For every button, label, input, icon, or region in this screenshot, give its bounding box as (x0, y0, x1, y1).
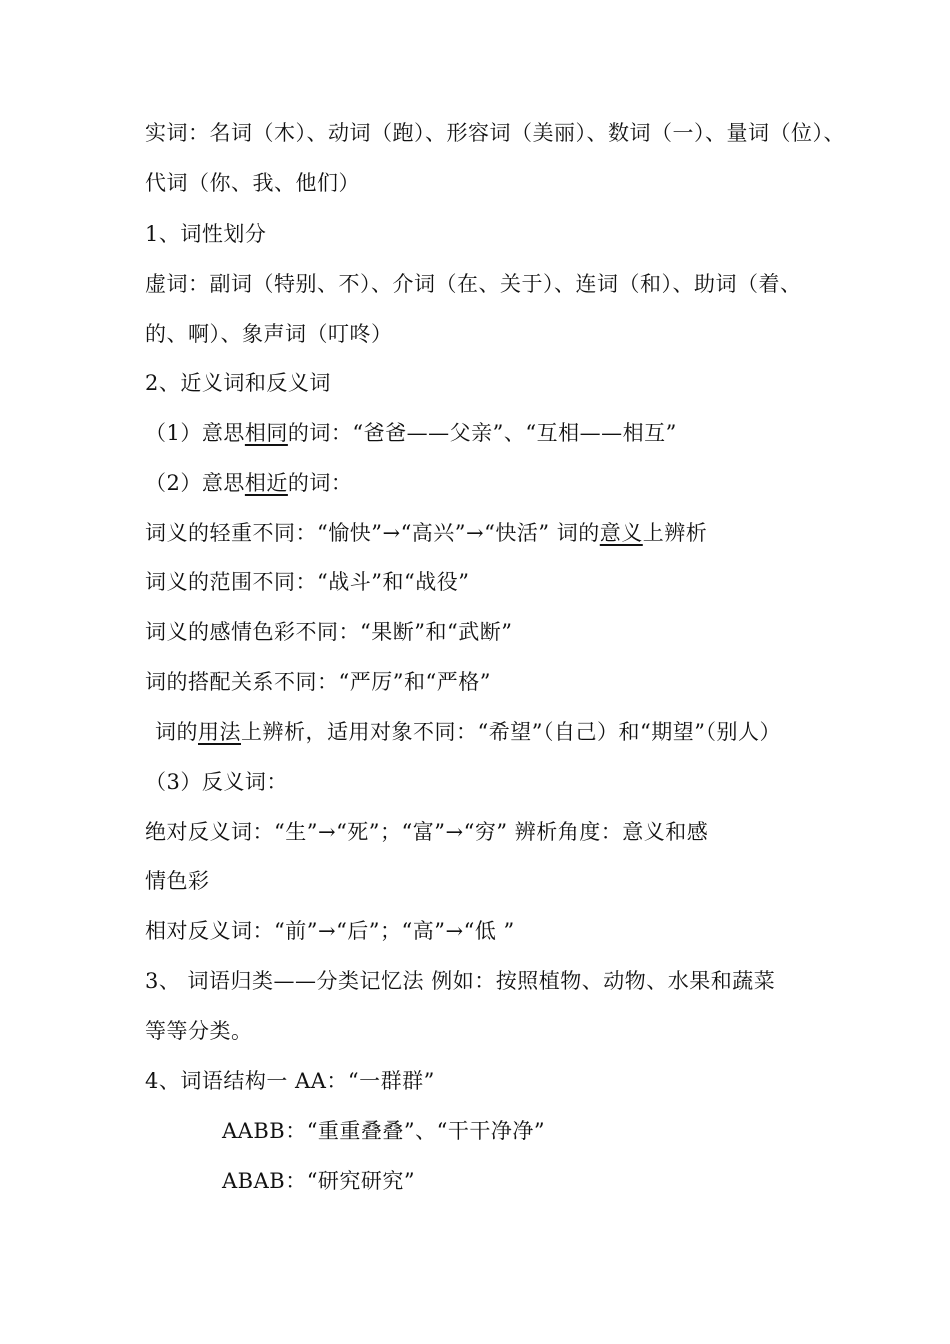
text-segment: 上辨析 (642, 521, 708, 545)
text-segment: 词的 (155, 720, 198, 744)
text-segment: 的词：“爸爸——父亲”、“互相——相互” (287, 421, 677, 445)
underlined-term: 意义 (599, 521, 643, 545)
section-1-heading: 1、词性划分 (145, 222, 267, 246)
absolute-antonym-line-cont: 情色彩 (145, 869, 210, 893)
meaning-scope-line: 词义的范围不同：“战斗”和“战役” (145, 570, 470, 594)
emotional-color-line: 词义的感情色彩不同：“果断”和“武断” (145, 620, 513, 644)
collocation-line: 词的搭配关系不同：“严厉”和“严格” (145, 670, 491, 694)
meaning-degree-line (145, 518, 707, 548)
underlined-term: 相同 (244, 421, 288, 445)
section-3-line-cont: 等等分类。 (145, 1019, 253, 1043)
relative-antonym-line: 相对反义词：“前”→“后”；“高”→“低 ” (145, 919, 515, 943)
content-words-line: 实词：名词（木）、动词（跑）、形容词（美丽）、数词（一）、量词（位）、 (145, 121, 845, 145)
section-2-heading: 2、近义词和反义词 (145, 371, 331, 395)
underlined-term: 用法 (198, 720, 241, 744)
antonym-heading: （3）反义词： (145, 770, 288, 794)
underlined-term: 相近 (244, 471, 288, 495)
absolute-antonym-line: 绝对反义词：“生”→“死”；“富”→“穷” 辨析角度：意义和感 (145, 820, 709, 844)
function-words-line: 虚词：副词（特别、不）、介词（在、关于）、连词（和）、助词（着、 (145, 272, 802, 296)
section-3-line: 3、 词语归类——分类记忆法 例如：按照植物、动物、水果和蔬菜 (145, 969, 776, 993)
usage-line (155, 717, 781, 747)
abab-line: ABAB：“研究研究” (222, 1169, 416, 1193)
text-segment: 词义的轻重不同：“愉快”→“高兴”→“快活” 词的 (145, 521, 600, 545)
text-segment: （2）意思 (145, 471, 245, 495)
text-segment: 的词： (287, 471, 353, 495)
text-segment: 上辨析，适用对象不同：“希望”（自己）和“期望”（别人） (241, 720, 781, 744)
synonym-same-line (145, 418, 677, 448)
function-words-line-cont: 的、啊）、象声词（叮咚） (145, 322, 393, 346)
aabb-line: AABB：“重重叠叠”、“干干净净” (222, 1119, 546, 1143)
text-segment: （1）意思 (145, 421, 245, 445)
section-4-line: 4、词语结构一 AA：“一群群” (145, 1069, 435, 1093)
content-words-line-cont: 代词（你、我、他们） (145, 171, 360, 195)
synonym-similar-line (145, 468, 352, 498)
